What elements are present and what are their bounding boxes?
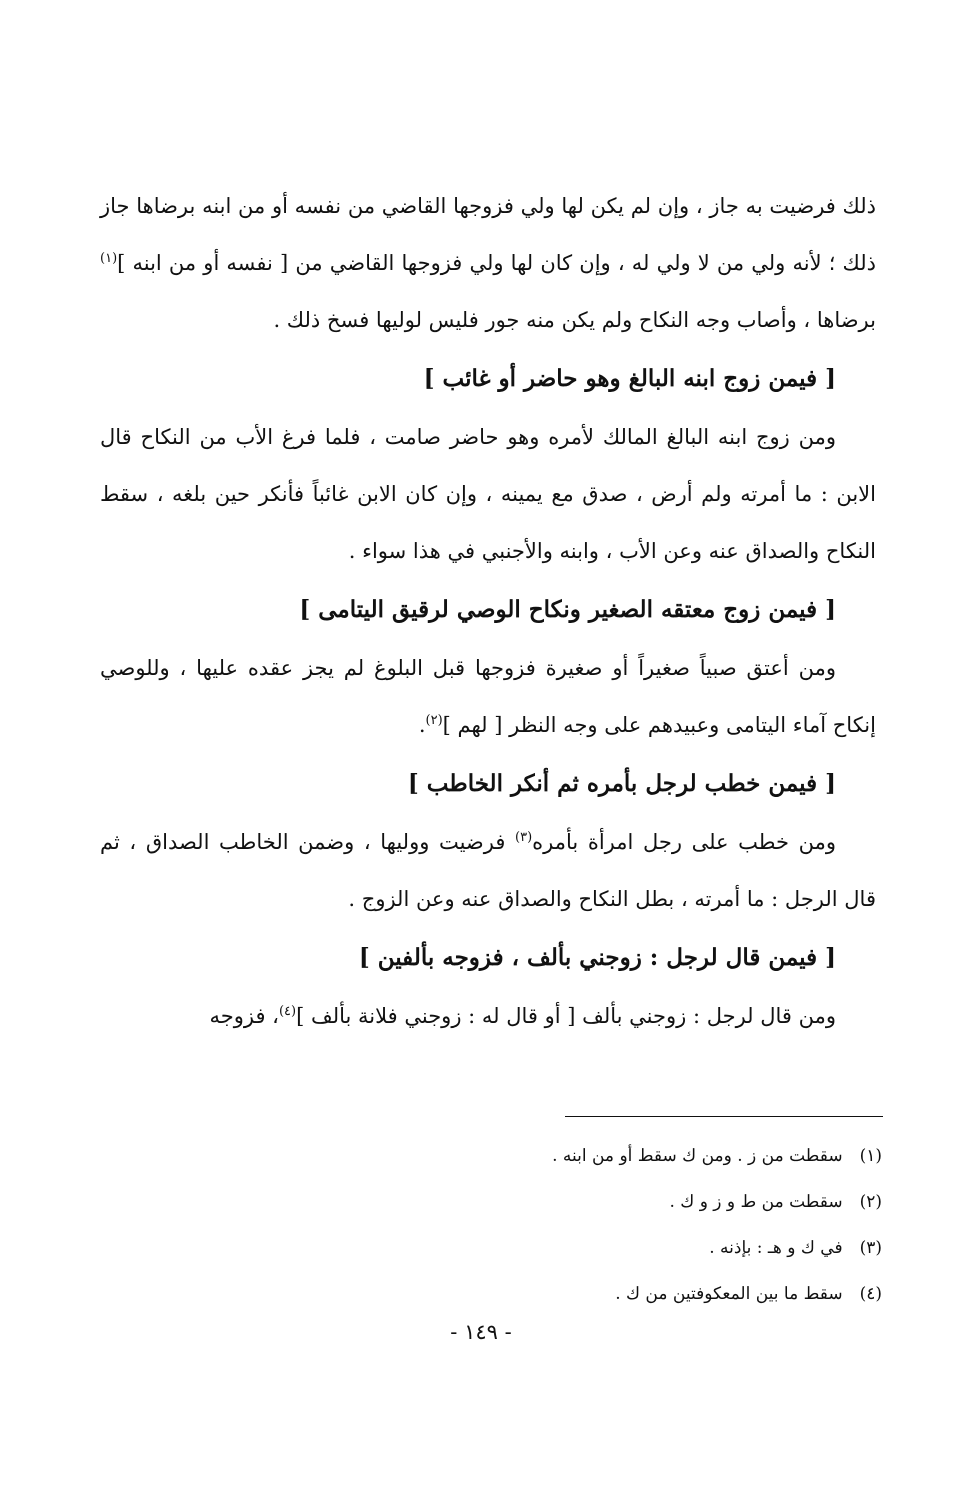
paragraph-1 (100, 178, 876, 349)
paragraph-4 (100, 814, 876, 928)
footnote-marker-1: (١) (100, 251, 118, 266)
footnote-divider (565, 1116, 883, 1117)
footnote-marker-3: (٣) (515, 830, 533, 845)
footnote-2 (462, 1179, 882, 1225)
footnote-3-number: (٣) (859, 1238, 882, 1258)
paragraph-1-text-b: برضاها ، وأصاب وجه النكاح ولم يكن منه جور فليس لوليها فسخ ذلك . (273, 308, 876, 332)
section-heading-3: [ فيمن خطب لرجل بأمره ثم أنكر الخاطب ] (407, 770, 836, 797)
paragraph-2: ومن زوج ابنه البالغ المالك لأمره وهو حاضر صامت ، فلما فرغ الأب من النكاح قال الابن : ما أمرته ولم أرض ، صدق مع يمينه ، وإن كان الابن غائباً فأنكر حين بلغه ، سقط النكاح والصداق عنه وعن الأب ، وابنه والأجنبي في هذا سواء . (100, 425, 876, 563)
footnotes (462, 1133, 882, 1317)
footnote-1-number: (١) (859, 1146, 882, 1166)
paragraph-3-text-b: . (418, 713, 426, 737)
footnote-3-text: في ك و هـ : بإذنه . (709, 1238, 843, 1258)
section-heading-4: [ فيمن قال لرجل : زوجني بألف ، فزوجه بألفين ] (358, 944, 836, 971)
paragraph-4-text-b: فرضيت ووليها ، وضمن الخاطب الصداق ، ثم قال الرجل : ما أمرته ، بطل النكاح والصداق عنه وعن الزوج . (100, 830, 876, 911)
paragraph-3-text-a: ومن أعتق صبياً صغيراً أو صغيرة فزوجها قبل البلوغ لم يجز عقده عليها ، وللوصي إنكاح آماء اليتامى وعبيدهم على وجه النظر [ لهم ] (100, 656, 876, 737)
footnote-2-text: سقطت من ط و ز و ك . (669, 1192, 843, 1212)
footnote-marker-4: (٤) (278, 1004, 297, 1019)
footnote-3 (462, 1225, 882, 1271)
main-text (100, 178, 876, 1045)
paragraph-1-text-a: ذلك فرضيت به جاز ، وإن لم يكن لها ولي فزوجها القاضي من نفسه أو من ابنه برضاها جاز ذلك ؛ لأنه ولي من لا ولي له ، وإن كان لها ولي فزوجها القاضي من [ نفسه أو من ابنه ] (100, 194, 876, 275)
section-heading-1: [ فيمن زوج ابنه البالغ وهو حاضر أو غائب ] (423, 365, 836, 392)
section-heading-2: [ فيمن زوج معتقه الصغير ونكاح الوصي لرقيق اليتامى ] (299, 596, 836, 623)
paragraph-3 (100, 640, 876, 754)
paragraph-5-text-b: ، فزوجه (209, 1004, 279, 1028)
footnote-1-text: سقطت من ز . ومن ك سقط أو من ابنه . (552, 1146, 843, 1166)
footnote-4 (462, 1271, 882, 1317)
footnote-4-number: (٤) (859, 1284, 882, 1304)
footnote-4-text: سقط ما بين المعكوفتين من ك . (615, 1284, 843, 1304)
footnote-1 (462, 1133, 882, 1179)
paragraph-5-text-a: ومن قال لرجل : زوجني بألف [ أو قال له : زوجني فلانة بألف ] (296, 1004, 836, 1028)
paragraph-5 (100, 988, 876, 1045)
footnote-2-number: (٢) (859, 1192, 882, 1212)
page-number: - ١٤٩ - (450, 1320, 512, 1344)
paragraph-4-text-a: ومن خطب على رجل امرأة بأمره (532, 830, 836, 854)
footnote-marker-2: (٢) (425, 713, 443, 728)
